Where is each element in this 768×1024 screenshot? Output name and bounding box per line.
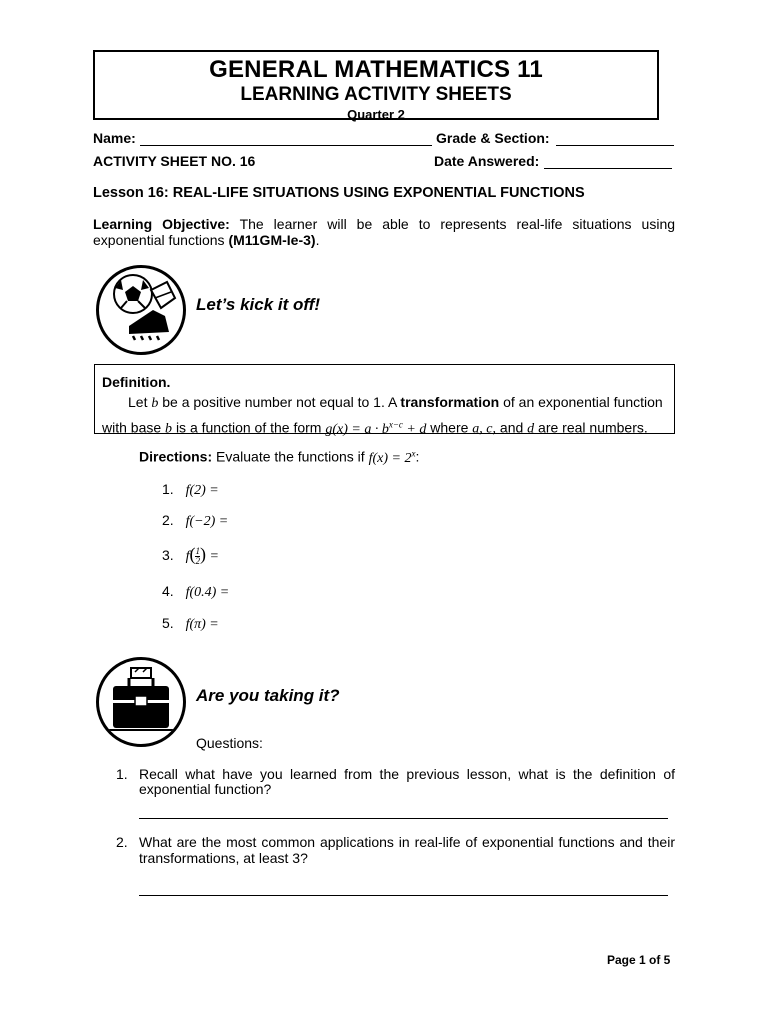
document-subtitle: LEARNING ACTIVITY SHEETS [240, 84, 512, 105]
definition-box [94, 364, 675, 437]
lesson-title: Lesson 16: REAL-LIFE SITUATIONS USING EXPONENTIAL FUNCTIONS [93, 185, 585, 201]
date-field[interactable] [544, 168, 672, 169]
definition-line-2: with base b is a function of the form $g(x) = a \cdot b^{x-c} + d$ where a, c, and d are real numbers. [102, 419, 648, 437]
objective-code: (M11GM-Ie-3) [228, 232, 316, 248]
definition-formula: $g(x) = a \cdot b^{x-c} + d$ [325, 419, 427, 437]
directions-function: $f(x) = 2^x$ [368, 448, 416, 466]
learning-objective: Learning Objective: The learner will be able to represents real-life situations using exponential functions (M11GM-Ie-3). [93, 216, 676, 248]
briefcase-icon [96, 657, 186, 747]
section-heading-kick-off: Let’s kick it off! [196, 295, 321, 314]
objective-label: Learning Objective: [93, 216, 230, 232]
grade-label: Grade & Section: [436, 130, 550, 146]
list-item: 3. f( $\frac{1}{2}$ ) = [162, 544, 219, 567]
list-item: 5. f(π) = [162, 615, 219, 632]
objective-text: The learner will be able to represents real-life situations using exponential functions [93, 216, 676, 248]
section-heading-taking-it: Are you taking it? [196, 686, 340, 705]
date-label: Date Answered: [434, 153, 540, 169]
answer-line-1[interactable] [139, 818, 668, 819]
directions-text: Evaluate the functions if [216, 448, 365, 465]
definition-label: Definition. [102, 374, 171, 390]
soccer-kick-icon [96, 265, 186, 355]
title-box [93, 50, 659, 120]
directions: Directions: Evaluate the functions if $f(x) = 2^x$: [139, 448, 420, 466]
name-label: Name: [93, 130, 136, 146]
question-2-line-2: transformations, at least 3? [139, 850, 308, 866]
definition-line-1: Let b be a positive number not equal to 1. A transformation of an exponential function [128, 394, 663, 411]
page-number: Page 1 of 5 [607, 953, 671, 967]
answer-line-2[interactable] [139, 895, 668, 896]
questions-label: Questions: [196, 735, 263, 751]
grade-field[interactable] [556, 145, 674, 146]
list-item: 4. f(0.4) = [162, 583, 230, 600]
list-item: 2. f(−2) = [162, 512, 229, 529]
document-title: GENERAL MATHEMATICS 11 [209, 56, 543, 83]
definition-keyword: transformation [400, 394, 500, 410]
question-1-line-2: exponential function? [139, 781, 272, 797]
question-1-line-1: Recall what have you learned from the previous lesson, what is the definition of [139, 766, 675, 782]
list-item: 1. f(2) = [162, 481, 219, 498]
activity-label: ACTIVITY SHEET NO. 16 [93, 153, 256, 169]
question-2-line-1: What are the most common applications in real-life of exponential functions and their [139, 834, 675, 850]
question-2-number: 2. [116, 834, 128, 850]
quarter-label: Quarter 2 [347, 107, 405, 122]
question-1-number: 1. [116, 766, 128, 782]
directions-label: Directions: [139, 448, 213, 465]
name-field[interactable] [140, 145, 432, 146]
